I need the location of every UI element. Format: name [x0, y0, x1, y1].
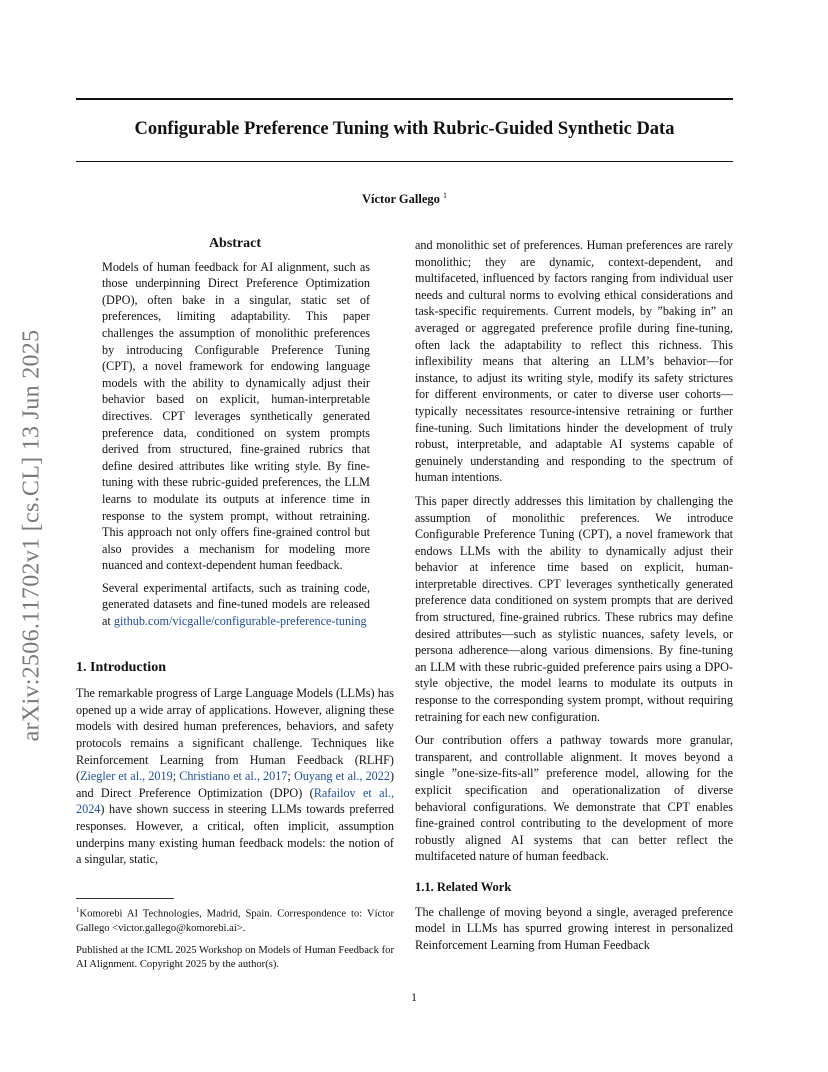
intro-paragraph — [76, 685, 394, 868]
left-column — [76, 236, 394, 875]
citation-ziegler[interactable]: Ziegler et al., 2019 — [80, 769, 173, 784]
title-rule-top — [76, 98, 733, 100]
citation-ouyang[interactable]: Ouyang et al., 2022 — [293, 769, 390, 784]
footnote-publication: Published at the ICML 2025 Workshop on Models of Human Feedback for AI Alignment. Copyright 2025 by the author(s). — [76, 945, 394, 970]
title-rule-bottom — [76, 161, 733, 162]
citation-christiano[interactable]: Christiano et al., 2017 — [179, 769, 288, 784]
citation-rafailov[interactable]: Rafailov et al., 2024 — [76, 785, 395, 817]
related-work-paragraph: The challenge of moving beyond a single, averaged preference model in LLMs has spurred growing interest in personalized Reinforcement Learning from Human Feedback — [415, 904, 733, 952]
abstract-paragraph-artifacts — [102, 580, 370, 630]
abstract-body — [102, 259, 370, 630]
abstract-paragraph: Models of human feedback for AI alignment, such as those underpinning Direct Preference Optimization (DPO), often bake in a singular, static set of preferences, limiting adaptability. This paper challenges the assumption of monolithic preferences by introducing Configurable Preference Tuning (CPT), a novel framework for endowing language models with the ability to dynamically adjust their behavior based on explicit, human-interpretable directives. CPT leverages synthetically generated preference data, conditioned on system prompts derived from structured, fine-grained rubrics that define desired attributes like writing style. By fine-tuning with these rubric-guided preferences, the LLM learns to modulate its outputs at inference time in response to the system prompt, without retraining. This approach not only offers fine-grained control but also provides a mechanism for modeling more nuanced and context-dependent human feedback. — [102, 259, 370, 573]
artifacts-text: Several experimental artifacts, such as training code, generated datasets and fine-tuned models are released at — [102, 580, 370, 629]
intro-text: ; — [172, 769, 180, 784]
intro-paragraph: Our contribution offers a pathway towards more granular, transparent, and controllable alignment. It moves beyond a single ”one-size-fits-all” preference model, allowing for the explicit specification and operationalization of diverse behavioral configurations. We demonstrate that CPT enables fine-grained control contributing to the development of more robustly aligned AI systems that can better reflect the multifaceted nature of human feedback. — [415, 733, 733, 864]
right-column — [415, 237, 733, 960]
subsection-heading-related-work: 1.1. Related Work — [415, 879, 512, 894]
section-heading-introduction: 1. Introduction — [76, 659, 166, 675]
footnote-affiliation — [76, 903, 394, 936]
intro-text: ) have shown success in steering LLMs towards preferred responses. However, a critical, often implicit, assumption underpins many existing human feedback models: the notion of a singular, static, — [76, 802, 394, 867]
intro-text: The remarkable progress of Large Language Models (LLMs) has opened up a wide array of applications. However, aligning these models with desired human preferences, behaviors, and safety protocols remains a significant challenge. Techniques like Reinforcement Learning from Human Feedback (RLHF) ( — [76, 686, 394, 784]
author-line — [76, 191, 733, 207]
page-number: 1 — [411, 990, 417, 1004]
author-affiliation-mark: 1 — [443, 191, 447, 200]
arxiv-identifier: arXiv:2506.11702v1 [cs.CL] 13 Jun 2025 — [18, 329, 45, 742]
footnote-mark: 1 — [76, 906, 80, 914]
footnote-rule — [76, 898, 174, 899]
github-link[interactable]: github.com/vicgalle/configurable-preference-tuning — [113, 614, 367, 629]
footnote-affiliation-text: Komorebi AI Technologies, Madrid, Spain. Correspondence to: Víctor Gallego <victor.gallego@komorebi.ai>. — [76, 908, 394, 934]
abstract-heading: Abstract — [208, 236, 262, 251]
intro-text: ) and Direct Preference Optimization (DPO) ( — [76, 769, 395, 800]
intro-paragraph: and monolithic set of preferences. Human preferences are rarely monolithic; they are dynamic, context-dependent, and multifaceted, influenced by factors ranging from individual user needs and cultural norms to evolving ethical considerations and task-specific requirements. Current models, by ”baking in” an averaged or aggregated preference profile during fine-tuning, often lack the adaptability to reflect this richness. This inflexibility means that altering an LLM’s behavior—for instance, to adjust its writing style, modify its safety strictures for different environments, or cater to diverse user cohorts—typically necessitates resource-intensive retraining or further fine-tuning. Such limitations hinder the development of truly robust, interpretable, and adaptable AI systems capable of genuinely understanding and responding to the spectrum of human intentions. — [415, 238, 733, 485]
intro-paragraph: This paper directly addresses this limitation by challenging the assumption of monolithic preferences. We introduce Configurable Preference Tuning (CPT), a novel framework that endows LLMs with the ability to dynamically adjust their behavior at inference time based on explicit, human-interpretable directives. CPT leverages synthetically generated preference data conditioned on system prompts that are derived from structured, fine-grained rubrics. These rubrics may define desired attributes—such as stylistic nuances, safety levels, or persona adherence—along various dimensions. By fine-tuning an LLM with these rubric-guided preference pairs using a DPO-style objective, the model learns to modulate its outputs in response to the corresponding system prompt, without requiring retraining for each new configuration. — [415, 493, 733, 724]
author-name: Víctor Gallego — [362, 192, 440, 207]
paper-title: Configurable Preference Tuning with Rubric-Guided Synthetic Data — [134, 119, 675, 139]
intro-text: ; — [287, 769, 294, 784]
